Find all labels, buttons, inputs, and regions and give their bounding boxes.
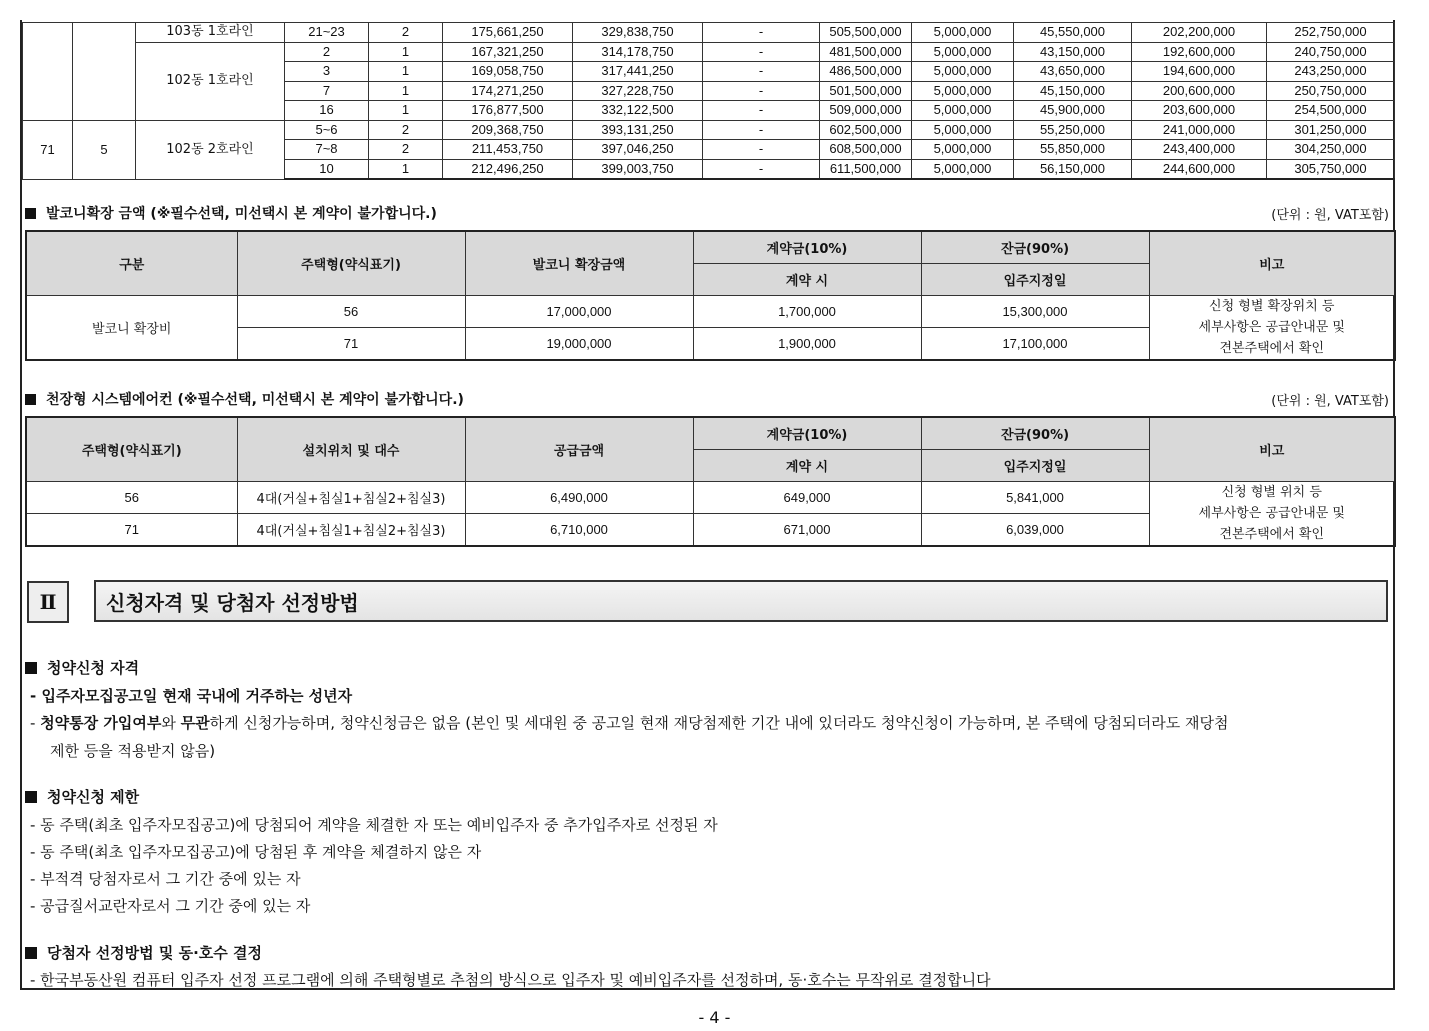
value-cell: 5,000,000 — [912, 23, 1014, 43]
value-cell: 317,441,250 — [573, 62, 703, 82]
value-cell: 176,877,500 — [443, 101, 573, 121]
balance-cell: 5,841,000 — [921, 482, 1149, 514]
restriction-heading — [25, 786, 139, 807]
square-bullet-icon — [25, 394, 36, 405]
count-cell: 1 — [369, 81, 443, 101]
deposit-cell: 671,000 — [693, 514, 921, 547]
selection-line: - 한국부동산원 컴퓨터 입주자 선정 프로그램에 의해 주택형별로 추첨의 방식으로 입주자 및 예비입주자를 선정하며, 동·호수는 무작위로 결정합니다 — [30, 971, 991, 989]
location-cell: 4대(거실+침실1+침실2+침실3) — [237, 514, 465, 547]
supply-price-table — [22, 22, 1395, 180]
value-cell: 175,661,250 — [443, 23, 573, 43]
value-cell: 43,650,000 — [1014, 62, 1132, 82]
type-cell: 56 — [237, 296, 465, 328]
value-cell: 254,500,000 — [1267, 101, 1395, 121]
balcony-table — [25, 230, 1396, 361]
value-cell: 314,178,750 — [573, 42, 703, 62]
qualification-title-text: 청약신청 자격 — [47, 659, 140, 677]
type-cell: 71 — [237, 328, 465, 361]
table-row — [23, 42, 1395, 62]
qualification-heading — [25, 657, 139, 678]
value-cell: 393,131,250 — [573, 120, 703, 140]
value-cell: - — [703, 159, 820, 179]
note-line: 신청 형별 확장위치 등 — [1209, 299, 1335, 314]
table-header-row — [26, 231, 1395, 264]
type-cell: 71 — [26, 514, 237, 547]
count-cell: 2 — [369, 140, 443, 160]
aircon-title-text: 천장형 시스템에어컨 (※필수선택, 미선택시 본 계약이 불가합니다.) — [46, 392, 464, 408]
emphasis-text: 청약통장 가입여부 — [40, 714, 162, 732]
square-bullet-icon — [25, 791, 37, 803]
value-cell: 174,271,250 — [443, 81, 573, 101]
value-cell: 602,500,000 — [820, 120, 912, 140]
square-bullet-icon — [25, 947, 37, 959]
aircon-unit-label: (단위 : 원, VAT포함) — [1271, 394, 1389, 409]
value-cell: 169,058,750 — [443, 62, 573, 82]
restriction-title-text: 청약신청 제한 — [47, 788, 140, 806]
note-line: 세부사항은 공급안내문 및 — [1198, 320, 1345, 335]
column-subheader: 계약 시 — [693, 264, 921, 296]
value-cell: 194,600,000 — [1132, 62, 1267, 82]
table-header-row — [26, 417, 1395, 450]
line-text: 와 — [161, 714, 181, 732]
type-cell — [23, 23, 73, 121]
column-header: 계약금(10%) — [693, 417, 921, 450]
column-header: 비고 — [1149, 417, 1395, 482]
value-cell: 399,003,750 — [573, 159, 703, 179]
selection-title-text: 당첨자 선정방법 및 동·호수 결정 — [47, 944, 262, 962]
value-cell: 509,000,000 — [820, 101, 912, 121]
floor-cell: 2 — [285, 42, 369, 62]
balance-cell: 15,300,000 — [921, 296, 1149, 328]
note-line: 견본주택에서 확인 — [1219, 527, 1325, 542]
value-cell: 5,000,000 — [912, 140, 1014, 160]
value-cell: 5,000,000 — [912, 101, 1014, 121]
qualification-line: - 입주자모집공고일 현재 국내에 거주하는 성년자 — [30, 687, 353, 705]
table-row — [26, 482, 1395, 514]
value-cell: 167,321,250 — [443, 42, 573, 62]
value-cell: 212,496,250 — [443, 159, 573, 179]
value-cell: 252,750,000 — [1267, 23, 1395, 43]
value-cell: 327,228,750 — [573, 81, 703, 101]
type-cell: 71 — [23, 120, 73, 179]
balcony-unit-label: (단위 : 원, VAT포함) — [1271, 208, 1389, 223]
count-cell: 2 — [369, 120, 443, 140]
column-subheader: 입주지정일 — [921, 450, 1149, 482]
floor-cell: 16 — [285, 101, 369, 121]
floor-cell: 7~8 — [285, 140, 369, 160]
value-cell: 241,000,000 — [1132, 120, 1267, 140]
chapter-number-box: Ⅱ — [27, 581, 69, 623]
value-cell: 250,750,000 — [1267, 81, 1395, 101]
location-cell: 4대(거실+침실1+침실2+침실3) — [237, 482, 465, 514]
aircon-section-title — [25, 389, 464, 409]
note-line: 신청 형별 위치 등 — [1221, 485, 1322, 500]
note-line: 세부사항은 공급안내문 및 — [1198, 506, 1345, 521]
value-cell: - — [703, 42, 820, 62]
table-row — [23, 120, 1395, 140]
restriction-item: - 동 주택(최초 입주자모집공고)에 당첨된 후 계약을 체결하지 않은 자 — [30, 843, 482, 861]
amount-cell: 6,490,000 — [465, 482, 693, 514]
value-cell: 240,750,000 — [1267, 42, 1395, 62]
amount-cell: 19,000,000 — [465, 328, 693, 361]
emphasis-text: 무관 — [180, 714, 210, 732]
value-cell: 203,600,000 — [1132, 101, 1267, 121]
count-cell: 1 — [369, 42, 443, 62]
count-cell: 1 — [369, 62, 443, 82]
count-cell: 1 — [369, 159, 443, 179]
square-bullet-icon — [25, 662, 37, 674]
value-cell: 200,600,000 — [1132, 81, 1267, 101]
restriction-item: - 부적격 당첨자로서 그 기간 중에 있는 자 — [30, 870, 301, 888]
value-cell: 5,000,000 — [912, 62, 1014, 82]
value-cell: - — [703, 81, 820, 101]
value-cell: 329,838,750 — [573, 23, 703, 43]
type-cell: 56 — [26, 482, 237, 514]
chapter-title — [94, 580, 1388, 622]
value-cell: 55,850,000 — [1014, 140, 1132, 160]
deposit-cell: 1,900,000 — [693, 328, 921, 361]
balcony-section-title — [25, 203, 437, 223]
table-row — [23, 23, 1395, 43]
value-cell: 481,500,000 — [820, 42, 912, 62]
floor-cell: 7 — [285, 81, 369, 101]
value-cell: 45,550,000 — [1014, 23, 1132, 43]
column-header: 주택형(약식표기) — [26, 417, 237, 482]
line-group-cell: 102동 1호라인 — [136, 42, 285, 120]
value-cell: 304,250,000 — [1267, 140, 1395, 160]
chapter-title-text: 신청자격 및 당첨자 선정방법 — [106, 590, 359, 615]
line-group-cell: 102동 2호라인 — [136, 120, 285, 179]
column-header: 발코니 확장금액 — [465, 231, 693, 296]
aircon-table — [25, 416, 1396, 547]
value-cell: 486,500,000 — [820, 62, 912, 82]
balance-cell: 17,100,000 — [921, 328, 1149, 361]
value-cell: 608,500,000 — [820, 140, 912, 160]
qualification-line — [30, 712, 1228, 733]
value-cell: 332,122,500 — [573, 101, 703, 121]
floor-cell: 10 — [285, 159, 369, 179]
floor-cell: 5~6 — [285, 120, 369, 140]
value-cell: 202,200,000 — [1132, 23, 1267, 43]
value-cell: 305,750,000 — [1267, 159, 1395, 179]
value-cell: 211,453,750 — [443, 140, 573, 160]
total-cell — [73, 23, 136, 121]
value-cell: 55,250,000 — [1014, 120, 1132, 140]
amount-cell: 17,000,000 — [465, 296, 693, 328]
value-cell: 5,000,000 — [912, 42, 1014, 62]
value-cell: 244,600,000 — [1132, 159, 1267, 179]
count-cell: 1 — [369, 101, 443, 121]
value-cell: 45,900,000 — [1014, 101, 1132, 121]
balance-cell: 6,039,000 — [921, 514, 1149, 547]
value-cell: 611,500,000 — [820, 159, 912, 179]
value-cell: - — [703, 120, 820, 140]
page-number: - 4 - — [698, 1008, 731, 1027]
column-header: 주택형(약식표기) — [237, 231, 465, 296]
note-cell — [1149, 482, 1395, 547]
selection-heading — [25, 942, 262, 963]
column-subheader: 입주지정일 — [921, 264, 1149, 296]
floor-cell: 3 — [285, 62, 369, 82]
column-header: 공급금액 — [465, 417, 693, 482]
value-cell: 501,500,000 — [820, 81, 912, 101]
amount-cell: 6,710,000 — [465, 514, 693, 547]
total-cell: 5 — [73, 120, 136, 179]
column-subheader: 계약 시 — [693, 450, 921, 482]
value-cell: 243,400,000 — [1132, 140, 1267, 160]
value-cell: 192,600,000 — [1132, 42, 1267, 62]
value-cell: - — [703, 101, 820, 121]
line-prefix: - — [30, 714, 41, 732]
line-group-cell: 103동 1호라인 — [136, 23, 285, 43]
deposit-cell: 1,700,000 — [693, 296, 921, 328]
restriction-item: - 동 주택(최초 입주자모집공고)에 당첨되어 계약을 체결한 자 또는 예비입주자 중 추가입주자로 선정된 자 — [30, 816, 718, 834]
column-header: 계약금(10%) — [693, 231, 921, 264]
value-cell: 397,046,250 — [573, 140, 703, 160]
value-cell: 301,250,000 — [1267, 120, 1395, 140]
value-cell: - — [703, 140, 820, 160]
count-cell: 2 — [369, 23, 443, 43]
value-cell: 5,000,000 — [912, 120, 1014, 140]
table-row — [26, 296, 1395, 328]
column-header: 잔금(90%) — [921, 231, 1149, 264]
column-header: 잔금(90%) — [921, 417, 1149, 450]
value-cell: 45,150,000 — [1014, 81, 1132, 101]
line-text: 하게 신청가능하며, 청약신청금은 없음 (본인 및 세대원 중 공고일 현재 재당첨제한 기간 내에 있더라도 청약신청이 가능하며, 본 주택에 당첨되더라도 재당첨 — [209, 714, 1229, 732]
value-cell: 56,150,000 — [1014, 159, 1132, 179]
value-cell: 5,000,000 — [912, 81, 1014, 101]
value-cell: 5,000,000 — [912, 159, 1014, 179]
category-cell: 발코니 확장비 — [26, 296, 237, 361]
value-cell: - — [703, 62, 820, 82]
deposit-cell: 649,000 — [693, 482, 921, 514]
value-cell: 209,368,750 — [443, 120, 573, 140]
note-cell — [1149, 296, 1395, 361]
restriction-item: - 공급질서교란자로서 그 기간 중에 있는 자 — [30, 897, 311, 915]
value-cell: - — [703, 23, 820, 43]
column-header: 구분 — [26, 231, 237, 296]
balcony-title-text: 발코니확장 금액 (※필수선택, 미선택시 본 계약이 불가합니다.) — [46, 206, 437, 222]
floor-cell: 21~23 — [285, 23, 369, 43]
square-bullet-icon — [25, 208, 36, 219]
value-cell: 243,250,000 — [1267, 62, 1395, 82]
note-line: 견본주택에서 확인 — [1219, 341, 1325, 356]
value-cell: 505,500,000 — [820, 23, 912, 43]
qualification-line: 제한 등을 적용받지 않음) — [50, 742, 216, 760]
column-header: 비고 — [1149, 231, 1395, 296]
value-cell: 43,150,000 — [1014, 42, 1132, 62]
column-header: 설치위치 및 대수 — [237, 417, 465, 482]
